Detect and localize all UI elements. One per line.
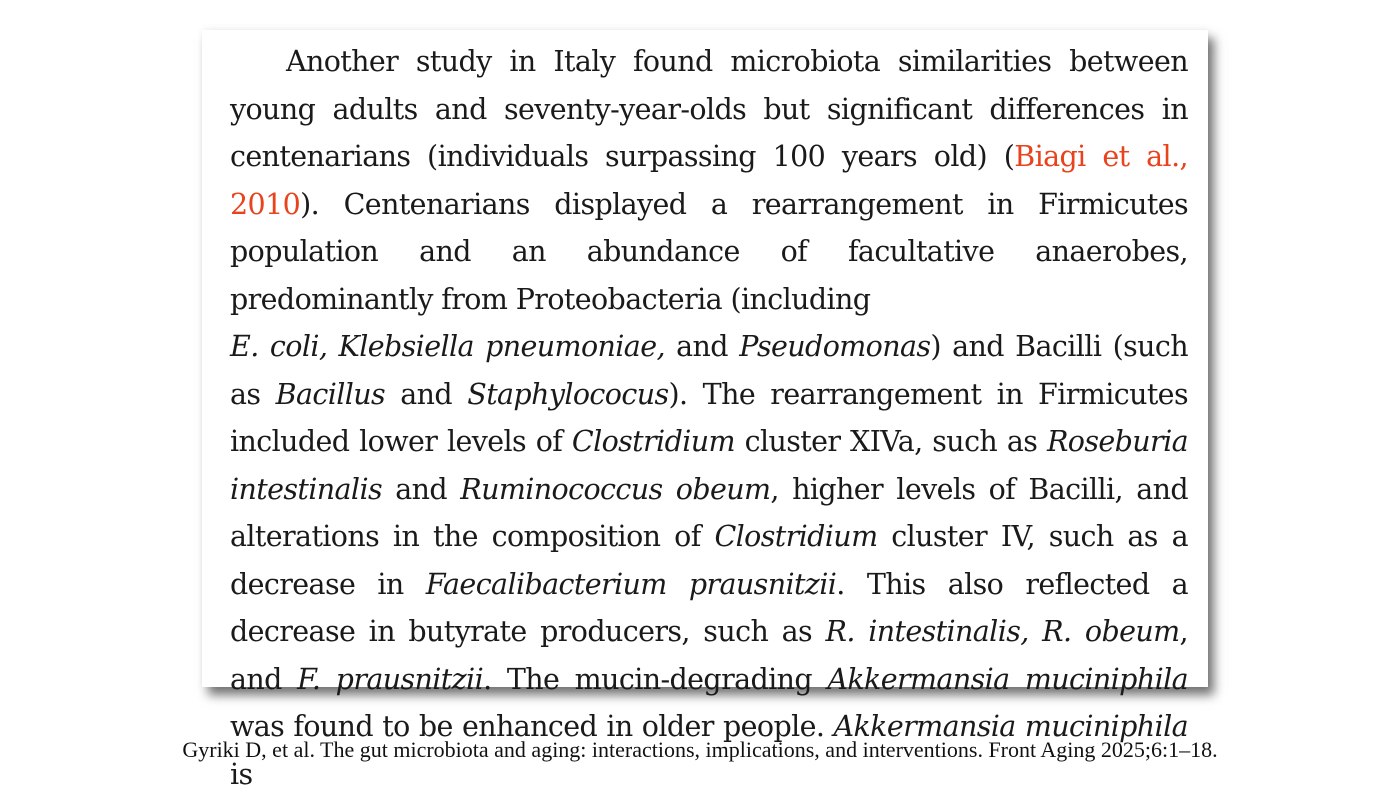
species-name: F. prausnitzii [297,662,484,696]
text-segment: . The mucin-degrading [483,662,828,696]
species-name: Ruminococcus obeum [460,472,771,506]
text-segment: cluster IV, such as a decrease in [230,520,1188,601]
text-segment: , and [230,615,1189,696]
species-name: E. coli, Klebsiella pneumoniae, [230,330,665,363]
text-segment: was found to be enhanced in older people. [230,710,834,743]
text-segment: Another study in Italy found microbiota similarities between young adults and seventy-year-olds but significant differences in centenarians (individuals surpassing 100 years old) ( [230,45,1188,173]
species-name: Roseburia intestinalis [230,425,1188,506]
text-segment: ). Centenarians displayed a rearrangement in Firmicutes population and an abundance of facultative anaerobes, predominantly from Proteobacteria (including [230,187,1188,316]
text-segment: , higher levels of Bacilli, and alterations in the composition of [230,472,1188,553]
source-caption: Gyriki D, et al. The gut microbiota and aging: interactions, implications, and interventions. Front Aging 2025;6:1–18. [182,737,1218,762]
text-segment: ). The rearrangement in Firmicutes included lower levels of [230,377,1188,458]
text-segment: is [230,757,253,791]
species-name: Faecalibacterium prausnitzii [425,567,837,601]
species-name: Bacillus [275,377,386,411]
text-segment: . This also reflected a decrease in butyrate producers, such as [230,567,1188,648]
species-name: Akkermansia muciniphila [827,662,1188,696]
text-segment: cluster XIVa, such as [734,425,1047,458]
species-name: Pseudomonas [739,330,931,363]
species-name: R. intestinalis, R. obeum [825,615,1180,648]
species-name: Clostridium [571,425,735,458]
text-segment: and [664,330,740,363]
excerpt-paragraph [230,38,1188,798]
text-segment: and [382,472,461,506]
species-name: Akkermansia muciniphila [833,710,1188,743]
species-name: Clostridium [714,520,878,553]
text-segment: and [385,377,468,411]
text-segment: ) and Bacilli (such as [230,330,1188,411]
citation-link[interactable]: Biagi et al., 2010 [230,140,1188,221]
species-name: Staphylococus [467,377,669,411]
